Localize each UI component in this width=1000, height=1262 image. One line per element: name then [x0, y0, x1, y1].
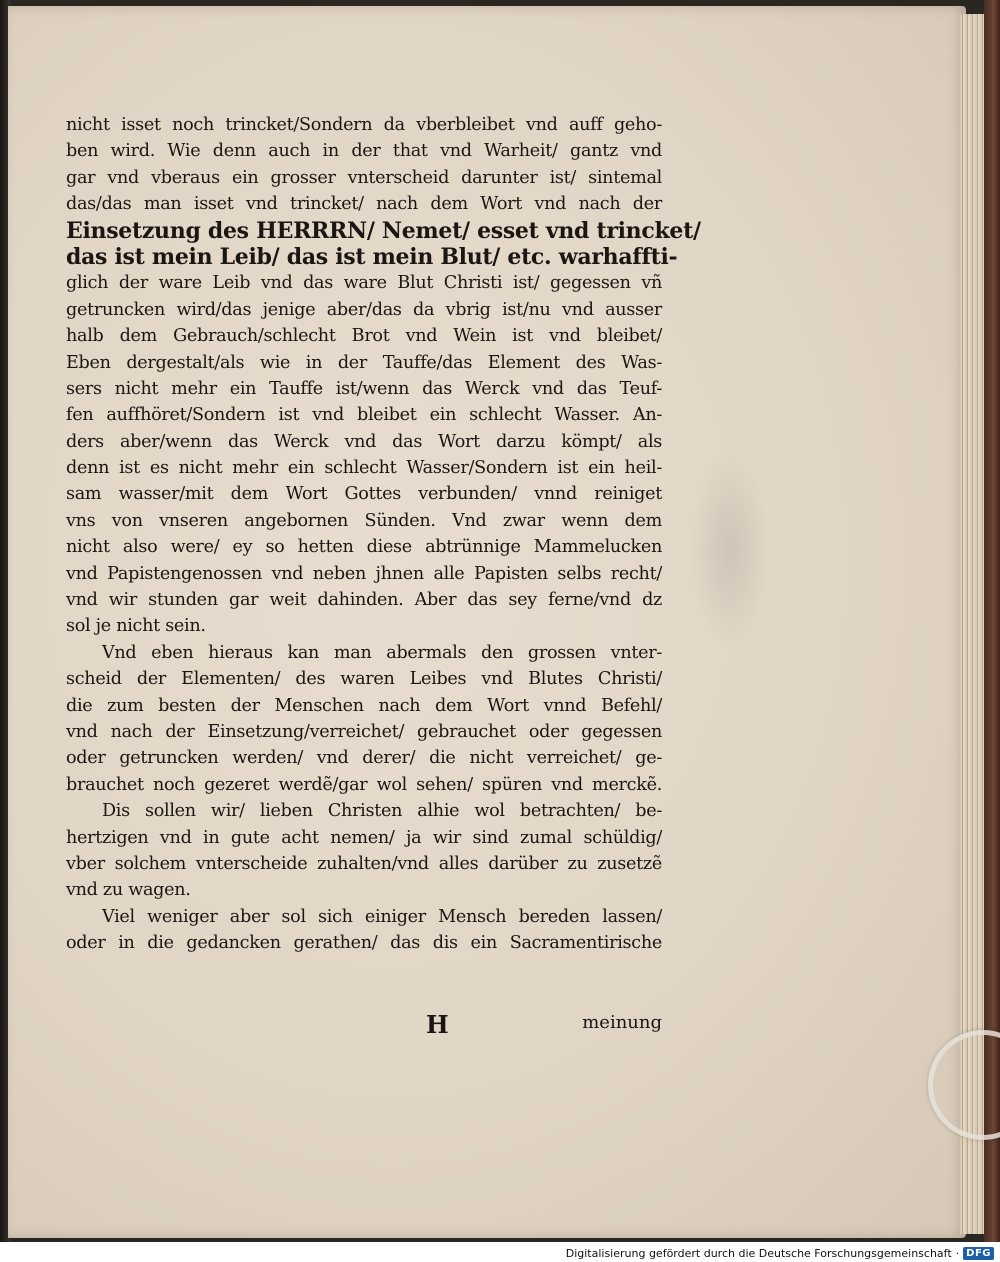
text-line: sam wasser/mit dem Wort Gottes verbunden/ vnnd reiniget: [66, 484, 662, 505]
text-line: Dis sollen wir/ lieben Christen alhie wol betrachten/ be-: [102, 801, 662, 822]
text-line: sol je nicht sein.: [66, 616, 206, 637]
text-line: gar vnd vberaus ein grosser vnterscheid darunter ist/ sintemal: [66, 167, 662, 188]
page-footer: [66, 1010, 662, 1038]
signature-mark: H: [426, 1010, 449, 1039]
show-through-bleed: [690, 450, 770, 650]
text-line: Vnd eben hieraus kan man abermals den grossen vnter-: [102, 642, 662, 663]
text-line: vnd zu wagen.: [66, 880, 191, 901]
text-line: Eben dergestalt/als wie in der Tauffe/das Element des Was-: [66, 352, 662, 373]
text-line: hertzigen vnd in gute acht nemen/ ja wir sind zumal schüldig/: [66, 827, 662, 848]
text-line: das ist mein Leib/ das ist mein Blut/ etc. warhaffti-: [66, 243, 678, 270]
text-line: die zum besten der Menschen nach dem Wort vnnd Befehl/: [66, 695, 662, 716]
text-line: glich der ware Leib vnd das ware Blut Christi ist/ gegessen vñ: [66, 273, 662, 294]
text-line: Einsetzung des HERRRN/ Nemet/ esset vnd trincket/: [66, 217, 701, 244]
text-line: vnd nach der Einsetzung/verreichet/ gebrauchet oder gegessen: [66, 721, 662, 742]
text-line: vns von vnseren angebornen Sünden. Vnd zwar wenn dem: [66, 510, 662, 531]
text-line: scheid der Elementen/ des waren Leibes vnd Blutes Christi/: [66, 669, 662, 690]
dfg-logo: DFG: [963, 1247, 994, 1260]
text-line: brauchet noch gezeret werdẽ/gar wol sehen/ spüren vnd merckẽ.: [66, 774, 662, 795]
funding-credit: [566, 1244, 994, 1262]
credit-text: Digitalisierung gefördert durch die Deutsche Forschungsgemeinschaft: [565, 1246, 952, 1260]
catchword: meinung: [582, 1012, 662, 1033]
text-line: halb dem Gebrauch/schlecht Brot vnd Wein ist vnd bleibet/: [66, 326, 662, 347]
text-line: getruncken wird/das jenige aber/das da vbrig ist/nu vnd ausser: [66, 299, 662, 320]
text-line: nicht isset noch trincket/Sondern da vberbleibet vnd auff geho-: [66, 115, 662, 135]
text-line: sers nicht mehr ein Tauffe ist/wenn das Werck vnd das Teuf-: [66, 378, 662, 399]
text-line: ben wird. Wie denn auch in der that vnd Warheit/ gantz vnd: [66, 141, 662, 162]
text-line: Viel weniger aber sol sich einiger Mensch bereden lassen/: [102, 906, 662, 927]
body-text: [66, 112, 701, 957]
text-line: nicht also were/ ey so hetten diese abtrünnige Mammelucken: [66, 537, 662, 558]
text-line: fen auffhöret/Sondern ist vnd bleibet ein schlecht Wasser. An-: [66, 405, 662, 426]
text-line: das/das man isset vnd trincket/ nach dem Wort vnd nach der: [66, 194, 662, 215]
text-line: oder in die gedancken gerathen/ das dis ein Sacramentirische: [66, 933, 662, 954]
text-line: denn ist es nicht mehr ein schlecht Wasser/Sondern ist ein heil-: [66, 458, 662, 479]
text-line: ders aber/wenn das Werck vnd das Wort darzu kömpt/ als: [66, 431, 662, 452]
text-line: oder getruncken werden/ vnd derer/ die nicht verreichet/ ge-: [66, 748, 662, 769]
separator: ·: [955, 1246, 960, 1260]
text-line: vnd Papistengenossen vnd neben jhnen alle Papisten selbs recht/: [66, 563, 662, 584]
text-line: vnd wir stunden gar weit dahinden. Aber das sey ferne/vnd dz: [66, 590, 662, 611]
text-line: vber solchem vnterscheide zuhalten/vnd alles darüber zu zusetzẽ: [66, 853, 662, 874]
